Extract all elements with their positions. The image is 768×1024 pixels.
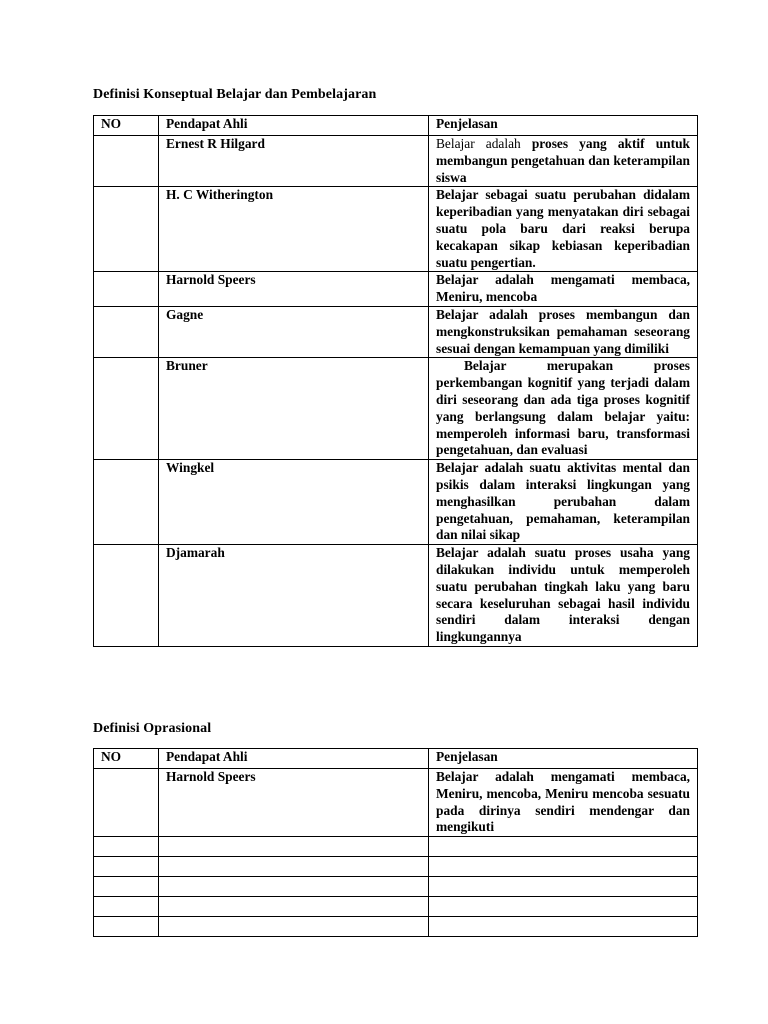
cell-penjelasan: Belajar sebagai suatu perubahan didalam keperibadian yang menyatakan diri sebagai suatu pola baru dari reaksi berupa kecakapan sikap kebiasan keperibadian suatu pengertian. <box>429 187 698 272</box>
cell-no <box>94 358 159 460</box>
cell-ahli: Harnold Speers <box>159 769 429 837</box>
cell-ahli: Djamarah <box>159 545 429 647</box>
table-header-row <box>94 749 698 769</box>
table-row <box>94 769 698 837</box>
cell-ahli: H. C Witherington <box>159 187 429 272</box>
cell-ahli <box>159 877 429 897</box>
cell-penjelasan <box>429 897 698 917</box>
cell-ahli <box>159 837 429 857</box>
cell-no <box>94 460 159 545</box>
table-row <box>94 187 698 272</box>
cell-penjelasan: Belajar adalah suatu aktivitas mental dan psikis dalam interaksi lingkungan yang menghasilkan perubahan dalam pengetahuan, pemahaman, keterampilan dan nilai sikap <box>429 460 698 545</box>
cell-penjelasan <box>429 857 698 877</box>
cell-ahli: Bruner <box>159 358 429 460</box>
table-row <box>94 136 698 187</box>
cell-no <box>94 136 159 187</box>
section-title-konseptual: Definisi Konseptual Belajar dan Pembelajaran <box>93 87 377 102</box>
table-row <box>94 272 698 307</box>
header-no: NO <box>94 749 159 769</box>
cell-ahli: Harnold Speers <box>159 272 429 307</box>
table-row <box>94 358 698 460</box>
cell-ahli <box>159 897 429 917</box>
header-no: NO <box>94 116 159 136</box>
cell-no <box>94 306 159 357</box>
cell-penjelasan <box>429 877 698 897</box>
cell-ahli: Gagne <box>159 306 429 357</box>
cell-no <box>94 272 159 307</box>
cell-penjelasan: Belajar adalah mengamati membaca, Meniru, mencoba, Meniru mencoba sesuatu pada dirinya sendiri mendengar dan mengikuti <box>429 769 698 837</box>
header-pendapat-ahli: Pendapat Ahli <box>159 749 429 769</box>
table-row <box>94 306 698 357</box>
table-konseptual <box>93 115 698 647</box>
cell-no <box>94 877 159 897</box>
table-row-empty <box>94 897 698 917</box>
cell-no <box>94 857 159 877</box>
table-row-empty <box>94 877 698 897</box>
penjelasan-prefix: Belajar adalah <box>436 136 532 151</box>
cell-ahli <box>159 917 429 937</box>
table-row <box>94 460 698 545</box>
cell-no <box>94 897 159 917</box>
cell-ahli: Wingkel <box>159 460 429 545</box>
header-pendapat-ahli: Pendapat Ahli <box>159 116 429 136</box>
cell-no <box>94 837 159 857</box>
table-oprasional <box>93 748 698 937</box>
cell-penjelasan <box>429 917 698 937</box>
cell-penjelasan: Belajar merupakan proses perkembangan kognitif yang terjadi dalam diri seseorang dan ada tiga proses kognitif yang berlangsung dalam belajar yaitu: memperoleh informasi baru, transformasi pengetahuan, dan evaluasi <box>429 358 698 460</box>
cell-no <box>94 769 159 837</box>
cell-no <box>94 917 159 937</box>
cell-penjelasan: Belajar adalah mengamati membaca, Meniru, mencoba <box>429 272 698 307</box>
header-penjelasan: Penjelasan <box>429 116 698 136</box>
table-row-empty <box>94 917 698 937</box>
cell-ahli <box>159 857 429 877</box>
header-penjelasan: Penjelasan <box>429 749 698 769</box>
cell-no <box>94 545 159 647</box>
cell-ahli: Ernest R Hilgard <box>159 136 429 187</box>
cell-penjelasan <box>429 837 698 857</box>
cell-penjelasan: Belajar adalah suatu proses usaha yang dilakukan individu untuk memperoleh suatu perubahan tingkah laku yang baru secara keseluruhan sebagai hasil individu sendiri dalam interaksi dengan lingkungannya <box>429 545 698 647</box>
cell-penjelasan: Belajar adalah proses membangun dan mengkonstruksikan pemahaman seseorang sesuai dengan kemampuan yang dimiliki <box>429 306 698 357</box>
table-row <box>94 545 698 647</box>
table-row-empty <box>94 837 698 857</box>
cell-no <box>94 187 159 272</box>
section-title-oprasional: Definisi Oprasional <box>93 721 212 736</box>
penjelasan-text: proses yang aktif untuk membangun pengetahuan dan keterampilan siswa <box>436 136 690 185</box>
cell-penjelasan <box>429 136 698 187</box>
table-header-row <box>94 116 698 136</box>
table-row-empty <box>94 857 698 877</box>
